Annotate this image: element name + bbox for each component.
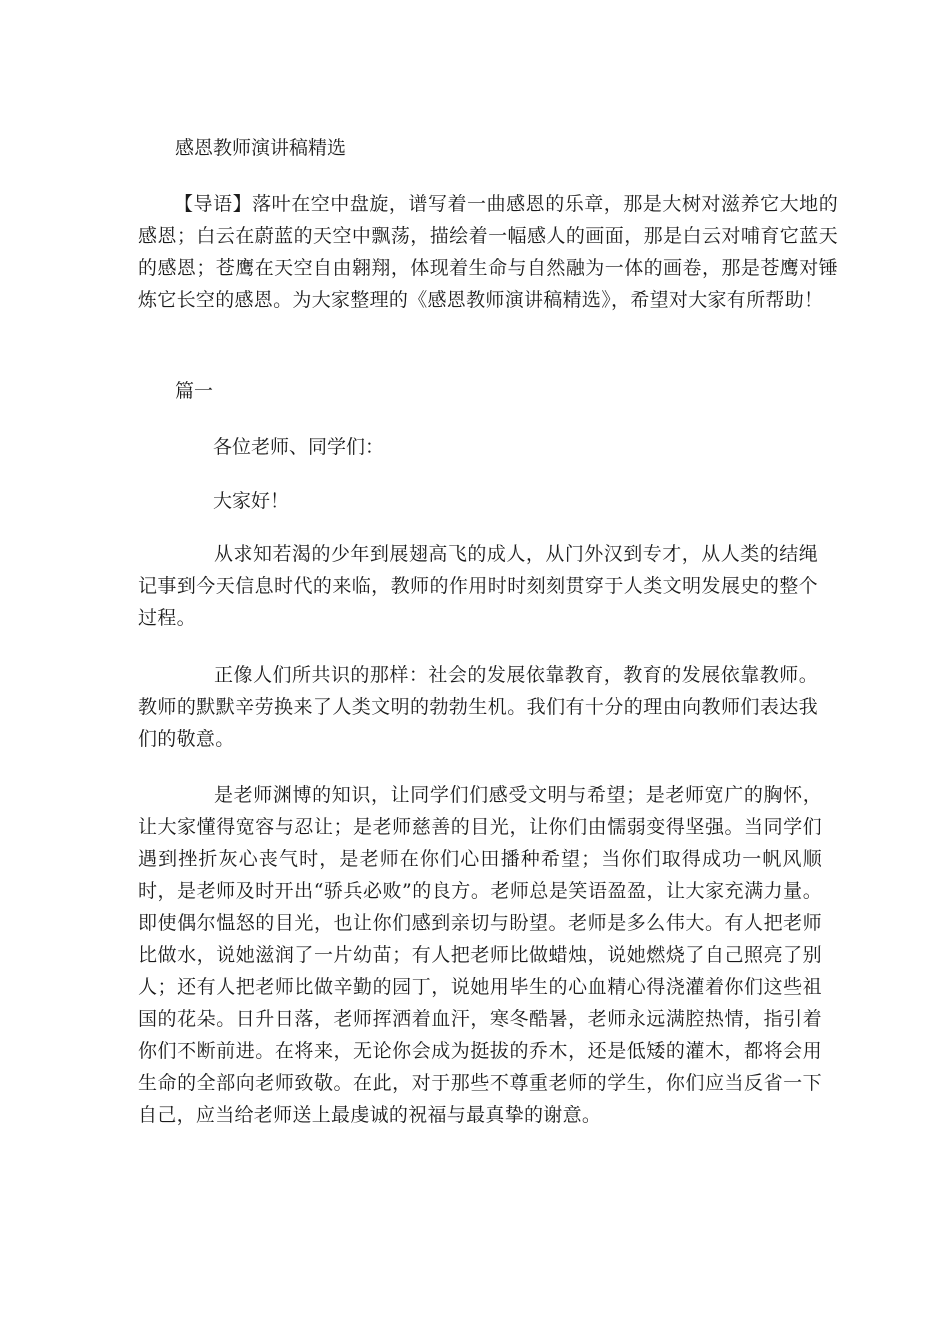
intro-paragraph: 【导语】落叶在空中盘旋，谱写着一曲感恩的乐章，那是大树对滋养它大地的感恩；白云在蔚蓝的天空中飘荡，描绘着一幅感人的画面，那是白云对哺育它蓝天的感恩；苍鹰在天空自由翱翔，体现着生命与自然融为一体的画卷，那是苍鹰对锤炼它长空的感恩。为大家整理的《感恩教师演讲稿精选》，希望对大家有所帮助！: [138, 193, 838, 311]
document-title: 感恩教师演讲稿精选: [175, 137, 347, 159]
body-paragraph-1: 从求知若渴的少年到展翅高飞的成人，从门外汉到专才，从人类的结绳记事到今天信息时代的来临，教师的作用时时刻刻贯穿于人类文明发展史的整个过程。: [138, 543, 818, 629]
body-paragraph-3: 是老师渊博的知识，让同学们们感受文明与希望；是老师宽广的胸怀，让大家懂得宽容与忍让；是老师慈善的目光，让你们由懦弱变得坚强。当同学们遇到挫折灰心丧气时，是老师在你们心田播种希望；当你们取得成功一帆风顺时，是老师及时开出“骄兵必败”的良方。老师总是笑语盈盈，让大家充满力量。即使偶尔愠怒的目光，也让你们感到亲切与盼望。老师是多么伟大。有人把老师比做水，说她滋润了一片幼苗；有人把老师比做蜡烛，说她燃烧了自己照亮了别人；还有人把老师比做辛勤的园丁，说她用毕生的心血精心得浇灌着你们这些祖国的花朵。日升日落，老师挥洒着血汗，寒冬酷暑，老师永远满腔热情，指引着你们不断前进。在将来，无论你会成为挺拔的乔木，还是低矮的灌木，都将会用生命的全部向老师致敬。在此，对于那些不尊重老师的学生，你们应当反省一下自己，应当给老师送上最虔诚的祝福与最真挚的谢意。: [138, 784, 822, 1126]
greeting-line: 各位老师、同学们：: [213, 436, 385, 458]
section-label: 篇一: [175, 380, 214, 402]
hello-line: 大家好！: [213, 490, 290, 512]
body-paragraph-2: 正像人们所共识的那样：社会的发展依靠教育，教育的发展依靠教师。教师的默默辛劳换来了人类文明的勃勃生机。我们有十分的理由向教师们表达我们的敬意。: [138, 664, 818, 750]
